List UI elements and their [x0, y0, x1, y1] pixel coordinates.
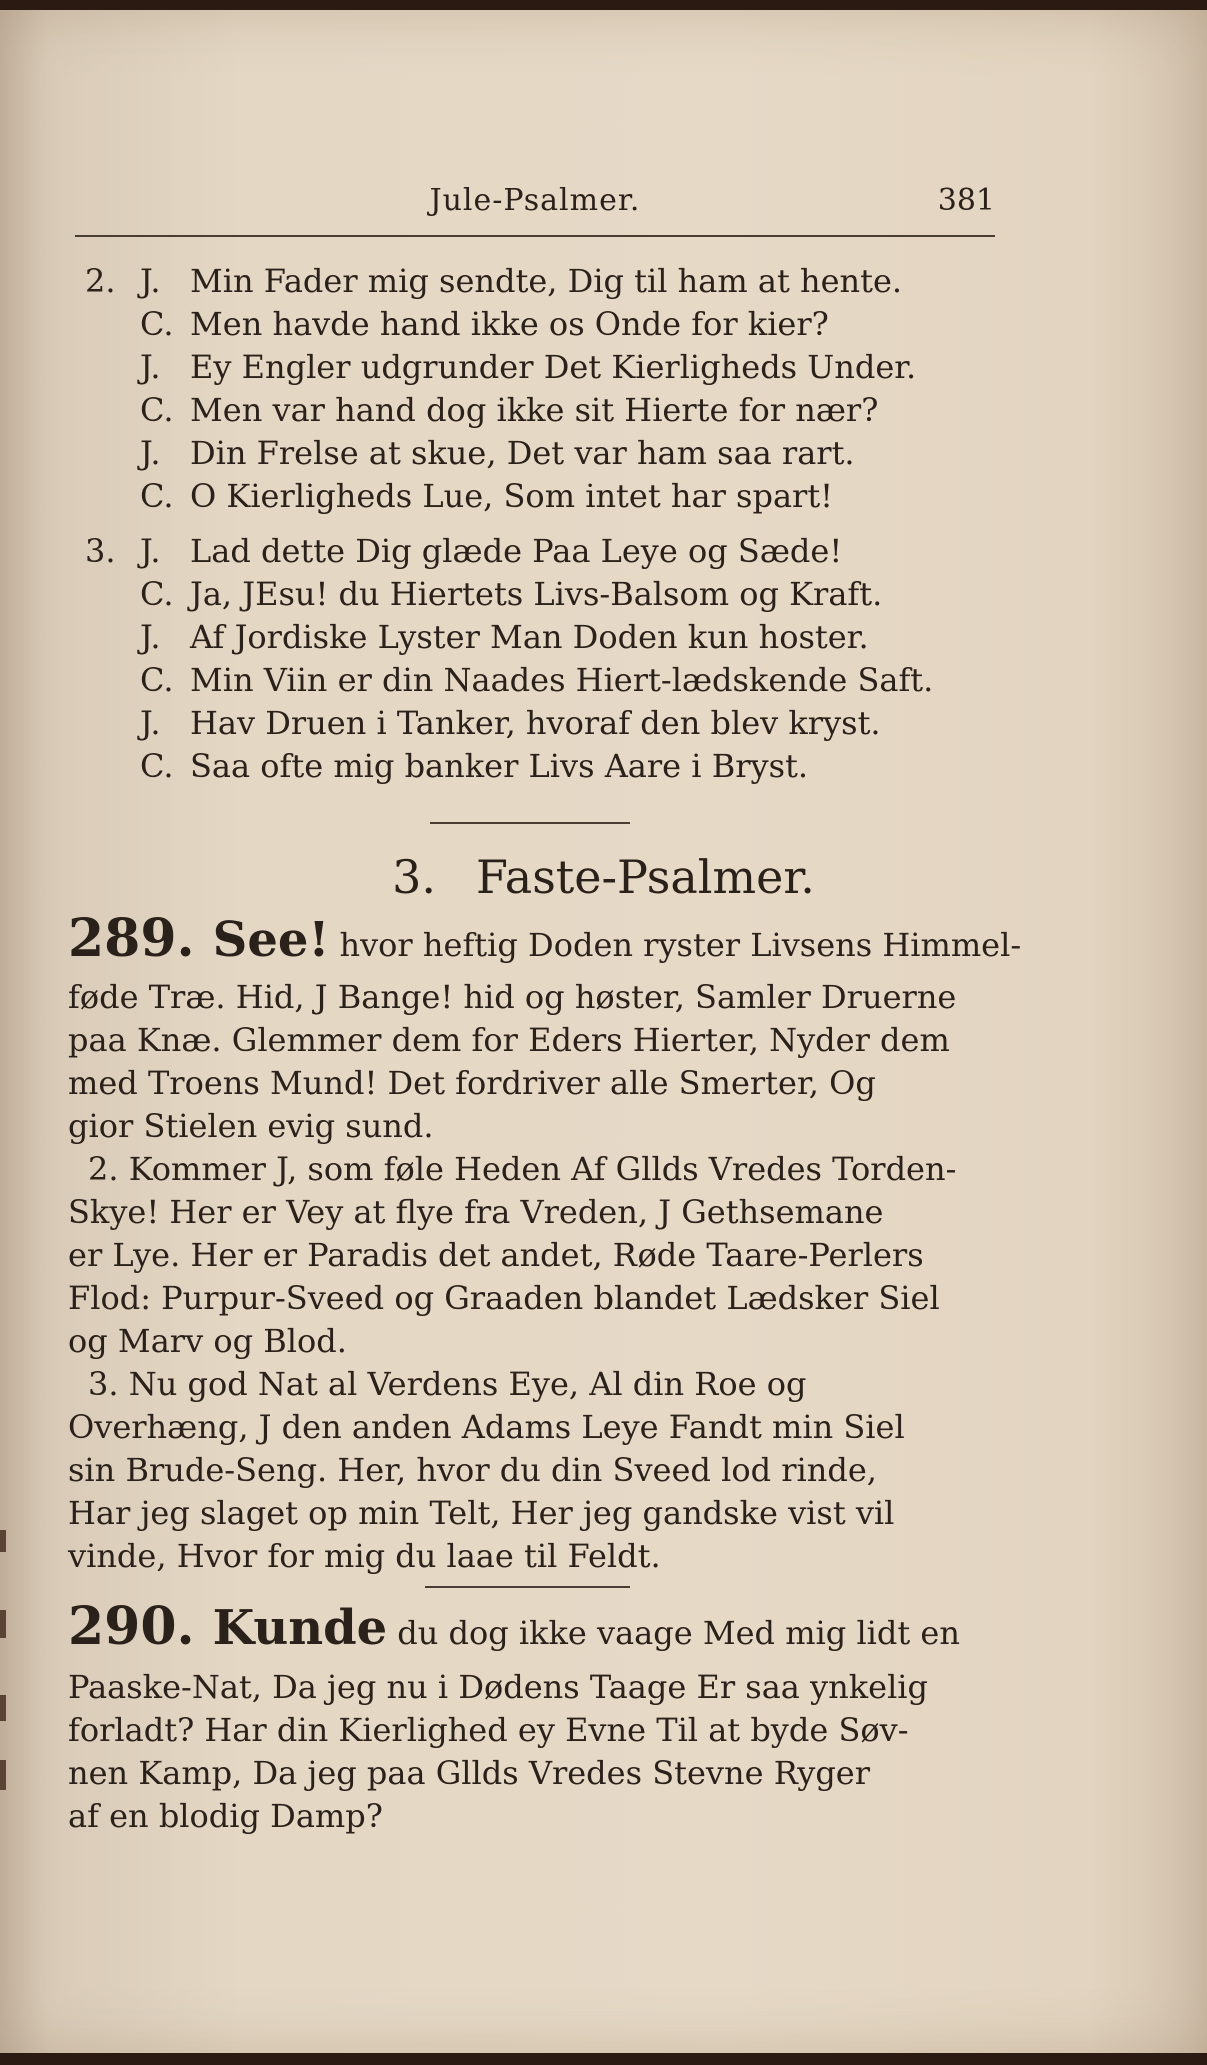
- hymn-line: [68, 1408, 905, 1452]
- hymn-line: [68, 1193, 883, 1237]
- hymn-line-text: Overhæng, J den anden Adams Leye Fandt min Siel: [68, 1408, 905, 1446]
- speaker-label: J.: [140, 704, 161, 742]
- section-title: Faste-Psalmer.: [475, 850, 815, 904]
- hymn-line: [68, 1537, 661, 1581]
- verse-text: Ja, JEsu! du Hiertets Livs-Balsom og Kraft.: [190, 575, 883, 613]
- speaker-label: C.: [140, 391, 174, 429]
- page-edge-mark: [0, 1695, 6, 1721]
- speaker-label: C.: [140, 305, 174, 343]
- page-edge-mark: [0, 1610, 6, 1638]
- page-edge-mark: [0, 1760, 6, 1790]
- verse-text: Min Viin er din Naades Hiert-lædskende Saft.: [190, 661, 934, 699]
- running-title: Jule-Psalmer.: [429, 183, 641, 218]
- hymn-line-text: og Marv og Blod.: [68, 1322, 347, 1360]
- hymn-line-text: sin Brude-Seng. Her, hvor du din Sveed lod rinde,: [68, 1451, 877, 1489]
- hymn-line-text: er Lye. Her er Paradis det andet, Røde Taare-Perlers: [68, 1236, 924, 1274]
- verse-text: Men var hand dog ikke sit Hierte for nær?: [190, 391, 879, 429]
- hymn-number: 290.: [68, 1596, 195, 1657]
- speaker-label: C.: [140, 747, 174, 785]
- speaker-label: J.: [140, 262, 161, 300]
- hymn-line: [68, 1451, 877, 1495]
- speaker-label: C.: [140, 477, 174, 515]
- hymn-line-text: Har jeg slaget op min Telt, Her jeg gandske vist vil: [68, 1494, 895, 1532]
- hymn-line: [88, 1150, 956, 1194]
- section-number: 3.: [392, 850, 436, 904]
- divider: [425, 1586, 630, 1588]
- hymn-line-text: paa Knæ. Glemmer dem for Eders Hierter, Nyder dem: [68, 1021, 950, 1059]
- verse-text: Min Fader mig sendte, Dig til ham at hente.: [190, 262, 903, 300]
- hymn-line-text: af en blodig Damp?: [68, 1797, 383, 1835]
- hymn-line: [88, 1365, 806, 1409]
- verse-text: Af Jordiske Lyster Man Doden kun hoster.: [190, 618, 869, 656]
- hymn-first-word: Kunde: [212, 1600, 388, 1656]
- verse-text: O Kierligheds Lue, Som intet har spart!: [190, 477, 834, 515]
- hymn-line-text: nen Kamp, Da jeg paa Gllds Vredes Stevne Ryger: [68, 1754, 871, 1792]
- verse-text: Men havde hand ikke os Onde for kier?: [190, 305, 829, 343]
- verse-text: Ey Engler udgrunder Det Kierligheds Under.: [190, 348, 917, 386]
- speaker-label: J.: [140, 618, 161, 656]
- verse-number: 2.: [85, 262, 116, 300]
- divider: [430, 822, 630, 824]
- hymn-line-text: vinde, Hvor for mig du laae til Feldt.: [68, 1537, 661, 1575]
- hymn-line-text: Flod: Purpur-Sveed og Graaden blandet Lædsker Siel: [68, 1279, 940, 1317]
- hymn-line-text: forladt? Har din Kierlighed ey Evne Til at byde Søv-: [68, 1711, 909, 1749]
- speaker-label: C.: [140, 661, 174, 699]
- hymn-line-text: 3. Nu god Nat al Verdens Eye, Al din Roe og: [88, 1365, 807, 1403]
- verse-number: 3.: [85, 532, 116, 570]
- hymn-line: [68, 1596, 960, 1658]
- hymn-line: [68, 1279, 940, 1323]
- hymn-line: [68, 908, 1022, 969]
- hymn-line-text: føde Træ. Hid, J Bange! hid og høster, Samler Druerne: [68, 978, 957, 1016]
- speaker-label: J.: [140, 434, 161, 472]
- hymn-line-text: 2. Kommer J, som føle Heden Af Gllds Vredes Torden-: [88, 1150, 957, 1188]
- hymn-line-text: du dog ikke vaage Med mig lidt en: [397, 1614, 960, 1652]
- verse-text: Saa ofte mig banker Livs Aare i Bryst.: [190, 747, 809, 785]
- hymn-line: [68, 1236, 924, 1280]
- hymn-line: [68, 1668, 928, 1712]
- page-edge-mark: [0, 1530, 6, 1552]
- hymn-line-text: med Troens Mund! Det fordriver alle Smerter, Og: [68, 1064, 876, 1102]
- hymn-line: [68, 1711, 909, 1755]
- hymn-line: [68, 1797, 383, 1841]
- page-number: 381: [937, 183, 995, 218]
- hymn-line-text: Skye! Her er Vey at flye fra Vreden, J Gethsemane: [68, 1193, 884, 1231]
- running-header: [75, 175, 995, 237]
- hymn-line-text: hvor heftig Doden ryster Livsens Himmel-: [339, 926, 1022, 964]
- speaker-label: C.: [140, 575, 174, 613]
- hymn-first-word: See!: [212, 912, 330, 968]
- hymn-line: [68, 1754, 870, 1798]
- hymn-line: [68, 1322, 347, 1366]
- speaker-label: J.: [140, 532, 161, 570]
- verse-text: Hav Druen i Tanker, hvoraf den blev kryst.: [190, 704, 881, 742]
- hymn-line: [68, 1107, 434, 1151]
- hymn-number: 289.: [68, 908, 195, 969]
- speaker-label: J.: [140, 348, 161, 386]
- hymn-line-text: gior Stielen evig sund.: [68, 1107, 434, 1145]
- hymn-line-text: Paaske-Nat, Da jeg nu i Dødens Taage Er saa ynkelig: [68, 1668, 929, 1706]
- hymn-line: [68, 1494, 894, 1538]
- verse-text: Lad dette Dig glæde Paa Leye og Sæde!: [190, 532, 843, 570]
- hymn-line: [68, 1021, 950, 1065]
- section-heading: [0, 850, 1207, 904]
- hymn-line: [68, 978, 956, 1022]
- verse-text: Din Frelse at skue, Det var ham saa rart.: [190, 434, 855, 472]
- hymn-line: [68, 1064, 876, 1108]
